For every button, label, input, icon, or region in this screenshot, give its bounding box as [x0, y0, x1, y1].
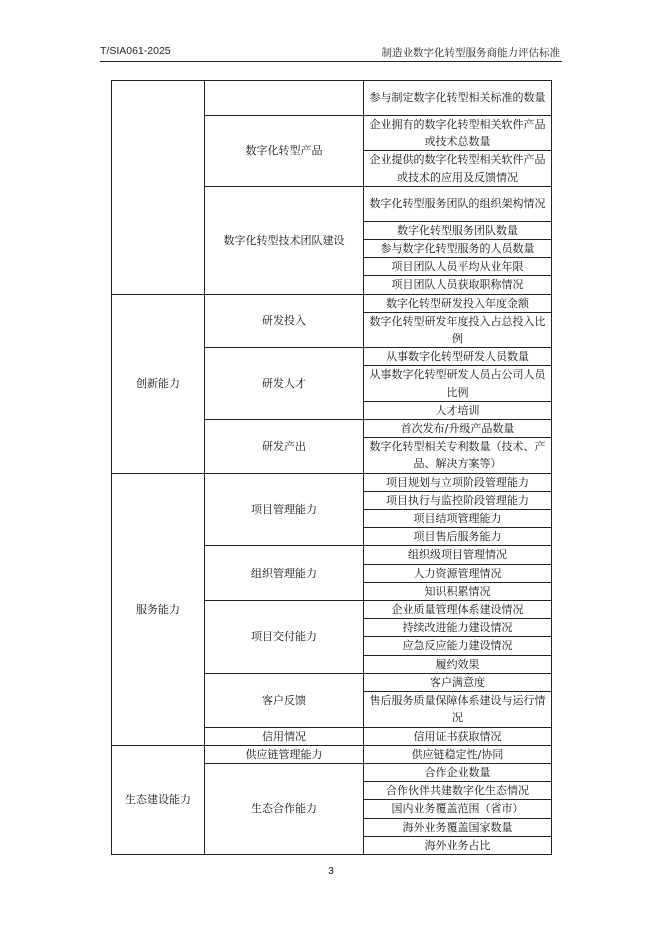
indicator-cell: 数字化转型研发投入年度金额 — [364, 294, 552, 312]
indicator-cell: 从事数字化转型研发人员占公司人员比例 — [364, 366, 552, 401]
table-row — [112, 473, 552, 491]
category-cell: 生态建设能力 — [112, 745, 205, 854]
indicator-cell: 企业提供的数字化转型相关软件产品或技术的应用及反馈情况 — [364, 151, 552, 186]
subcategory-cell — [205, 81, 364, 116]
subcategory-cell: 研发人才 — [205, 348, 364, 420]
table-row — [112, 81, 552, 116]
subcategory-cell: 组织管理能力 — [205, 546, 364, 601]
indicator-cell: 数字化转型研发年度投入占总投入比例 — [364, 312, 552, 347]
indicator-cell: 合作企业数量 — [364, 763, 552, 781]
indicator-cell: 项目规划与立项阶段管理能力 — [364, 473, 552, 491]
subcategory-cell: 客户反馈 — [205, 673, 364, 727]
subcategory-cell: 信用情况 — [205, 727, 364, 745]
indicator-cell: 数字化转型服务团队数量 — [364, 221, 552, 239]
indicator-cell: 信用证书获取情况 — [364, 727, 552, 745]
indicator-cell: 履约效果 — [364, 655, 552, 673]
indicator-cell: 参与数字化转型服务的人员数量 — [364, 240, 552, 258]
indicator-cell: 企业质量管理体系建设情况 — [364, 601, 552, 619]
subcategory-cell: 数字化转型技术团队建设 — [205, 186, 364, 294]
table-row — [112, 294, 552, 312]
indicator-cell: 海外业务覆盖国家数量 — [364, 818, 552, 836]
document-title: 制造业数字化转型服务商能力评估标准 — [381, 47, 560, 59]
subcategory-cell: 数字化转型产品 — [205, 116, 364, 187]
indicator-cell: 项目结项管理能力 — [364, 510, 552, 528]
page-number: 3 — [328, 866, 334, 877]
subcategory-cell: 项目交付能力 — [205, 601, 364, 674]
indicator-cell: 组织级项目管理情况 — [364, 546, 552, 564]
table-row — [112, 745, 552, 763]
indicator-cell: 数字化转型服务团队的组织架构情况 — [364, 186, 552, 221]
subcategory-cell: 供应链管理能力 — [205, 745, 364, 763]
subcategory-cell: 项目管理能力 — [205, 473, 364, 546]
indicator-cell: 人才培训 — [364, 401, 552, 419]
indicator-cell: 海外业务占比 — [364, 836, 552, 854]
category-cell: 服务能力 — [112, 473, 205, 745]
indicator-cell: 客户满意度 — [364, 673, 552, 691]
indicator-cell: 从事数字化转型研发人员数量 — [364, 348, 552, 366]
indicator-cell: 首次发布/升级产品数量 — [364, 420, 552, 438]
header-divider — [100, 61, 562, 62]
subcategory-cell: 研发投入 — [205, 294, 364, 348]
indicator-cell: 项目售后服务能力 — [364, 528, 552, 546]
indicator-cell: 项目团队人员平均从业年限 — [364, 258, 552, 276]
indicator-cell: 应急反应能力建设情况 — [364, 637, 552, 655]
indicator-cell: 知识积累情况 — [364, 582, 552, 600]
indicator-cell: 项目执行与监控阶段管理能力 — [364, 491, 552, 509]
category-cell — [112, 81, 205, 295]
indicator-cell: 合作伙伴共建数字化生态情况 — [364, 782, 552, 800]
subcategory-cell: 生态合作能力 — [205, 763, 364, 854]
document-code: T/SIA061-2025 — [100, 45, 171, 57]
indicator-cell: 人力资源管理情况 — [364, 564, 552, 582]
capability-indicator-table — [111, 80, 552, 855]
indicator-cell: 企业拥有的数字化转型相关软件产品或技术总数量 — [364, 116, 552, 151]
indicator-cell: 参与制定数字化转型相关标准的数量 — [364, 81, 552, 116]
indicator-cell: 售后服务质量保障体系建设与运行情况 — [364, 692, 552, 727]
indicator-cell: 数字化转型相关专利数量（技术、产品、解决方案等） — [364, 438, 552, 473]
indicator-cell: 供应链稳定性/协同 — [364, 745, 552, 763]
subcategory-cell: 研发产出 — [205, 420, 364, 474]
indicator-cell: 持续改进能力建设情况 — [364, 619, 552, 637]
category-cell: 创新能力 — [112, 294, 205, 473]
indicator-cell: 项目团队人员获取职称情况 — [364, 276, 552, 294]
indicator-cell: 国内业务覆盖范围（省市） — [364, 800, 552, 818]
